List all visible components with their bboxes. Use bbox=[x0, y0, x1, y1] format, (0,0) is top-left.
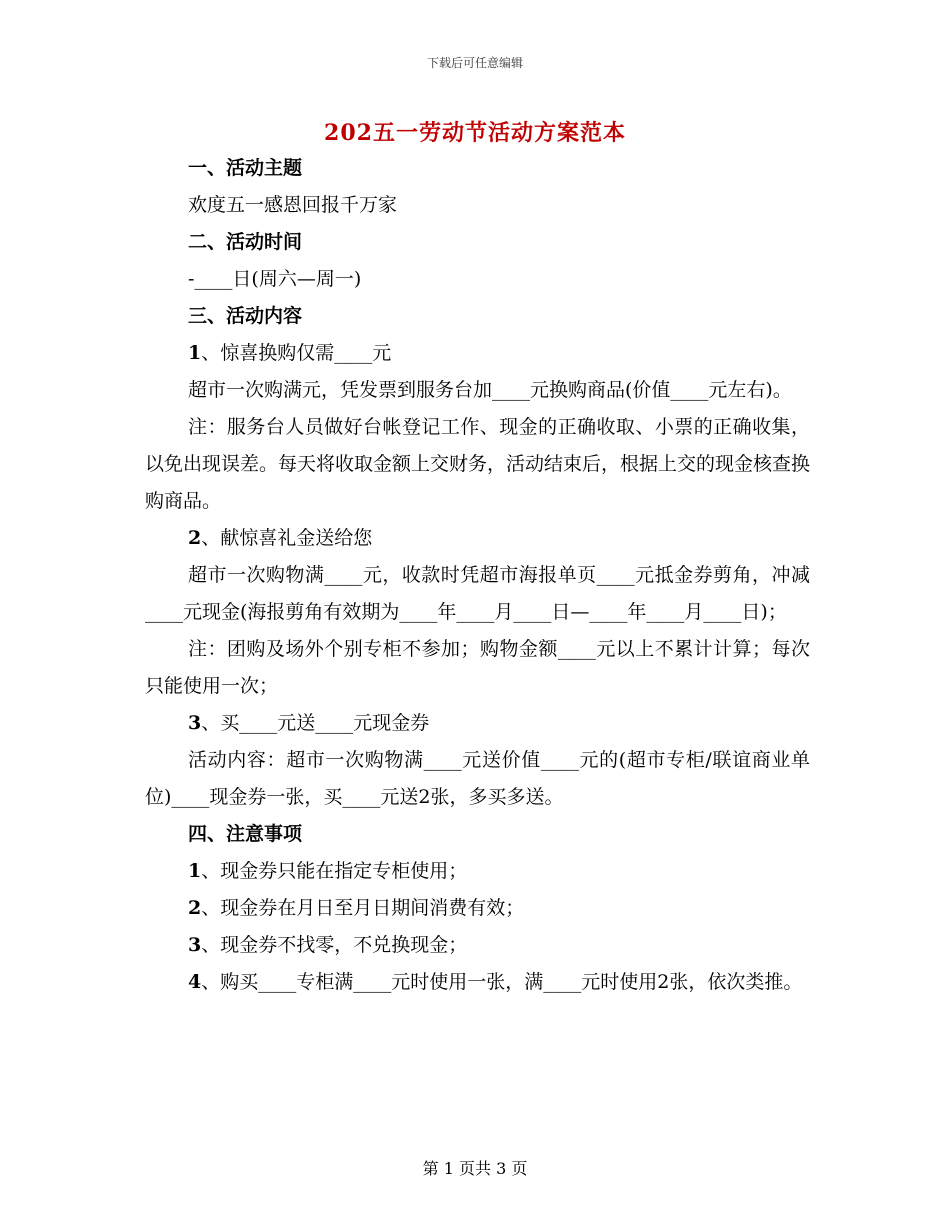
section-3-heading: 三、活动内容 bbox=[188, 305, 303, 327]
notice-1-text: 、现金券只能在指定专柜使用； bbox=[201, 860, 468, 882]
section-1-text: 欢度五一感恩回报千万家 bbox=[188, 194, 398, 216]
notice-1-number: 1 bbox=[188, 860, 202, 882]
item-2-number: 2 bbox=[188, 527, 202, 549]
item-1-title-text: 、惊喜换购仅需____元 bbox=[201, 342, 392, 364]
notice-3-text: 、现金券不找零，不兑换现金； bbox=[201, 934, 468, 956]
item-3-paragraph: 活动内容：超市一次购物满____元送价值____元的(超市专柜/联谊商业单位)____现金券一张，买____元送2张，多买多送。 bbox=[145, 749, 810, 808]
notice-item-3 bbox=[145, 927, 810, 964]
item-2-paragraph: 超市一次购物满____元，收款时凭超市海报单页____元抵金券剪角，冲减____元现金(海报剪角有效期为____年____月____日—____年____月____日)； bbox=[145, 564, 810, 623]
document-title: 202五一劳动节活动方案范本 bbox=[324, 120, 626, 146]
item-1-note: 注：服务台人员做好台帐登记工作、现金的正确收取、小票的正确收集，以免出现误差。每天将收取金额上交财务，活动结束后，根据上交的现金核查换购商品。 bbox=[145, 416, 811, 512]
notice-item-4 bbox=[145, 964, 810, 1001]
item-1-number: 1 bbox=[188, 342, 202, 364]
section-2-heading: 二、活动时间 bbox=[188, 231, 303, 253]
item-1-paragraph: 超市一次购满元，凭发票到服务台加____元换购商品(价值____元左右)。 bbox=[188, 379, 792, 401]
notice-4-number: 4 bbox=[188, 971, 202, 993]
notice-item-1 bbox=[145, 853, 810, 890]
item-3-number: 3 bbox=[188, 712, 202, 734]
section-4-heading: 四、注意事项 bbox=[188, 823, 303, 845]
item-3-title bbox=[145, 705, 810, 742]
item-2-title bbox=[145, 520, 810, 557]
notice-4-text: 、购买____专柜满____元时使用一张，满____元时使用2张，依次类推。 bbox=[201, 971, 803, 993]
notice-3-number: 3 bbox=[188, 934, 202, 956]
item-1-title bbox=[145, 335, 810, 372]
document-body bbox=[145, 150, 810, 1001]
notice-item-2 bbox=[145, 890, 810, 927]
header-note: 下载后可任意编辑 bbox=[426, 56, 523, 70]
item-3-title-text: 、买____元送____元现金券 bbox=[201, 712, 430, 734]
section-2-text: -____日(周六—周一) bbox=[188, 268, 362, 290]
notice-2-text: 、现金券在月日至月日期间消费有效； bbox=[201, 897, 525, 919]
item-2-title-text: 、献惊喜礼金送给您 bbox=[201, 527, 373, 549]
notice-2-number: 2 bbox=[188, 897, 202, 919]
item-2-note: 注：团购及场外个别专柜不参加；购物金额____元以上不累计计算；每次只能使用一次； bbox=[145, 638, 810, 697]
page-footer: 第 1 页共 3 页 bbox=[422, 1159, 528, 1178]
section-1-heading: 一、活动主题 bbox=[188, 157, 303, 179]
